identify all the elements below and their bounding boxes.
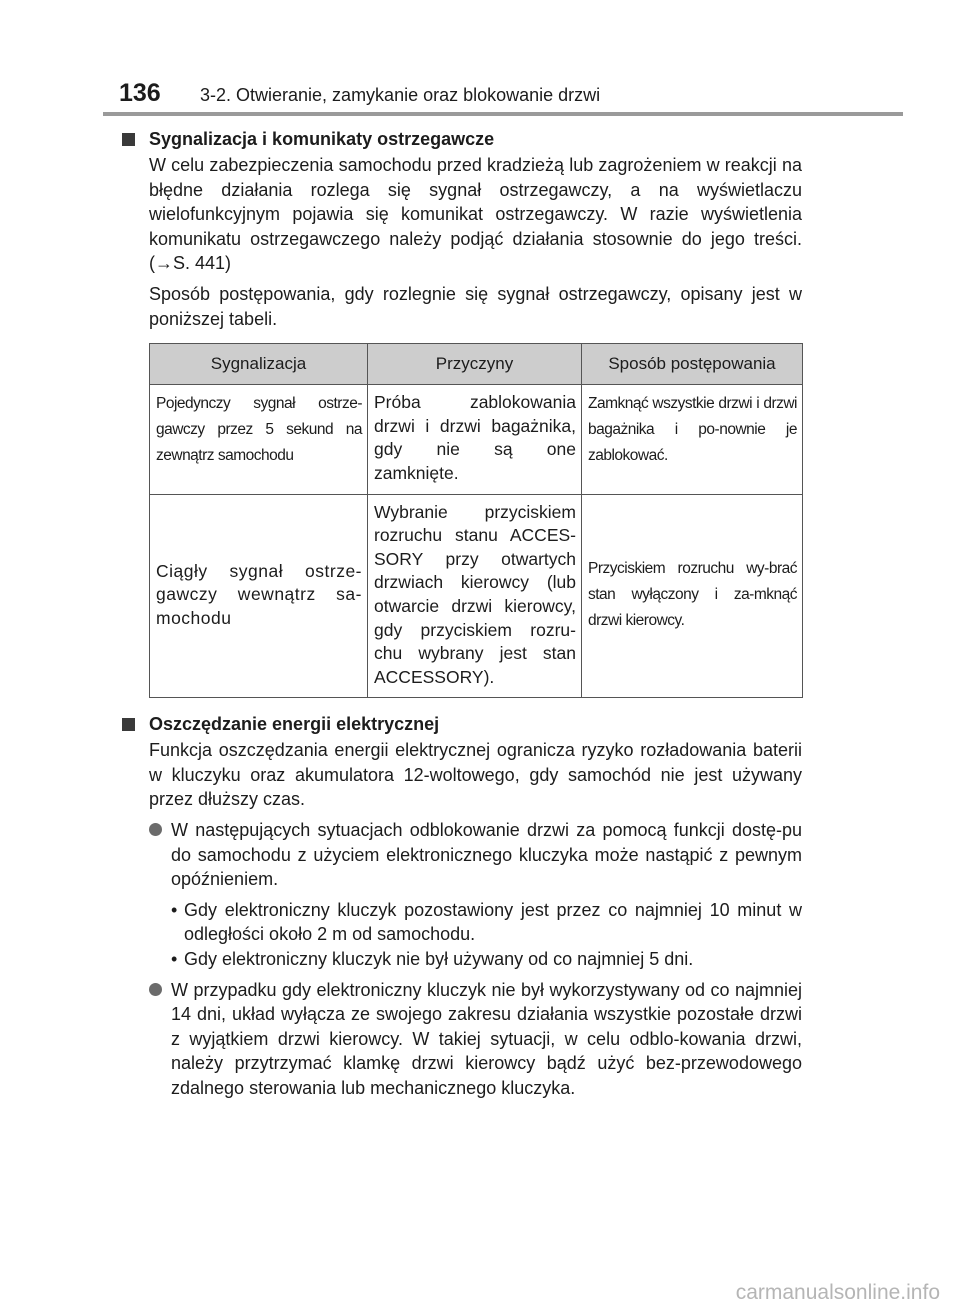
circle-bullet-icon (149, 983, 162, 996)
page-header (0, 0, 960, 117)
table-cell-cause: Próba zablokowania drzwi i drzwi bagażnika, gdy nie są one zamknięte. (368, 385, 582, 494)
table-cell-action: Zamknąć wszystkie drzwi i drzwi bagażnika i po-nownie je zablokować. (582, 385, 803, 494)
list-item-text: W przypadku gdy elektroniczny kluczyk nie był wykorzystywany od co najmniej 14 dni, układ wyłącza ze swojego zakresu działania wszystkie pozostałe drzwi z wyjątkiem drzwi kierowcy. W takiej sytuacji, w celu odblo-kowania drzwi, należy przytrzymać klamkę drzwi kierowcy bądź użyć bez-przewodowego zdalnego sterowania lub mechanicznego kluczyka. (171, 979, 802, 1098)
table-cell-signal: Pojedynczy sygnał ostrze-gawczy przez 5 sekund na zewnątrz samochodu (150, 385, 368, 494)
page-content (122, 125, 802, 1101)
table-cell-cause: Wybranie przyciskiem rozruchu stanu ACCES-SORY przy otwartych drzwiach kierowcy (lub otwarcie drzwi kierowcy, gdy przyciskiem rozru-chu wybrany jest stan ACCESSORY). (368, 494, 582, 698)
table-cell-signal: Ciągły sygnał ostrze-gawczy wewnątrz sa-mochodu (150, 494, 368, 698)
column-header: Sposób postępowania (582, 344, 803, 385)
paragraph: Funkcja oszczędzania energii elektrycznej ogranicza ryzyko rozładowania baterii w kluczyku oraz akumulatora 12-woltowego, gdy samochód nie jest używany przez dłuższy czas. (149, 740, 802, 810)
header-rule (103, 112, 903, 116)
square-bullet-icon (122, 133, 135, 146)
warning-table (149, 343, 803, 698)
table-row (150, 494, 803, 698)
section-heading-text: Sygnalizacja i komunikaty ostrzegawcze (149, 129, 495, 149)
running-head: 3-2. Otwieranie, zamykanie oraz blokowanie drzwi (200, 85, 601, 105)
table-cell-action: Przyciskiem rozruchu wy-brać stan wyłączony i za-mknąć drzwi kierowcy. (582, 494, 803, 698)
sub-list-item (122, 947, 802, 972)
list-item (122, 978, 802, 1101)
bullet-mark: • (171, 949, 178, 970)
sub-list-item (122, 898, 802, 947)
section-heading-warnings (122, 125, 802, 153)
watermark: carmanualsonline.info (735, 1281, 940, 1304)
list-item-text: W następujących sytuacjach odblokowanie drzwi za pomocą funkcji dostę-pu do samochodu z użyciem elektronicznego kluczyka może nastąpić z pewnym opóźnieniem. (171, 820, 802, 890)
square-bullet-icon (122, 718, 135, 731)
list-item (122, 818, 802, 892)
bullet-mark: • (171, 899, 178, 920)
page-number: 136 (119, 79, 161, 107)
circle-bullet-icon (149, 823, 162, 836)
sub-list-item-text: Gdy elektroniczny kluczyk nie był używany od co najmniej 5 dni. (184, 949, 694, 970)
table-header-row (150, 344, 803, 385)
column-header: Przyczyny (368, 344, 582, 385)
sub-list-item-text: Gdy elektroniczny kluczyk pozostawiony jest przez co najmniej 10 minut w odległości około 2 m od samochodu. (184, 899, 802, 945)
section-heading-text: Oszczędzanie energii elektrycznej (149, 714, 440, 735)
column-header: Sygnalizacja (150, 344, 368, 385)
section-heading-energy (122, 710, 802, 738)
table-row (150, 385, 803, 494)
paragraph: Sposób postępowania, gdy rozlegnie się sygnał ostrzegawczy, opisany jest w poniższej tabeli. (149, 283, 802, 329)
paragraph: W celu zabezpieczenia samochodu przed kradzieżą lub zagrożeniem w reakcji na błędne działania rozlega się sygnał ostrzegawczy, a na wyświetlaczu wielofunkcyjnym pojawia się komunikat ostrzegawczy. W razie wyświetlenia komunikatu ostrzegawczego należy podjąć działania stosownie do jego treści. (→S. 441) (149, 155, 802, 274)
